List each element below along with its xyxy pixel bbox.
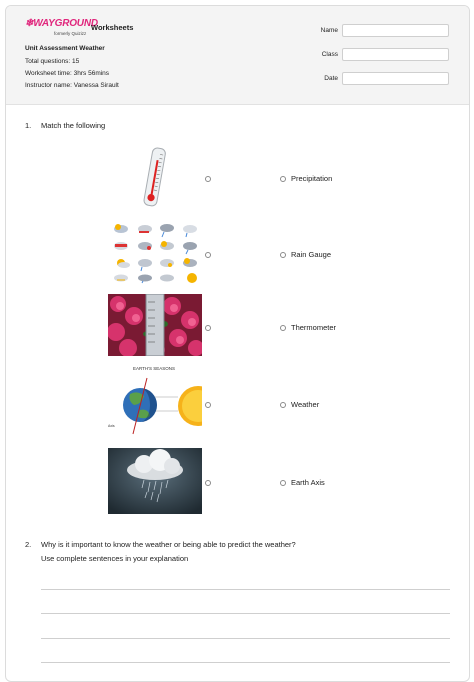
svg-text:Axis: Axis <box>108 424 115 428</box>
logo-tagline: formerly Quizizz <box>54 31 87 36</box>
name-field[interactable] <box>342 24 449 37</box>
worksheet-header <box>6 6 469 105</box>
match-left-2-radio[interactable] <box>205 252 211 258</box>
worksheet-title: Worksheets <box>91 23 134 32</box>
answer-line[interactable] <box>41 613 450 614</box>
match-left-1-radio[interactable] <box>205 176 211 182</box>
answer-line[interactable] <box>41 638 450 639</box>
seasons-caption: EARTH'S SEASONS <box>132 366 176 371</box>
match-right-5-radio[interactable] <box>280 480 286 486</box>
earths-seasons-image <box>106 364 202 440</box>
storm-cloud-image <box>108 448 202 514</box>
answer-option-5: Earth Axis <box>291 478 325 487</box>
match-left-3-radio[interactable] <box>205 325 211 331</box>
match-left-4-radio[interactable] <box>205 402 211 408</box>
thermometer-image <box>137 146 173 210</box>
logo-mark-icon: ❄ <box>25 18 34 29</box>
rain-gauge-image <box>108 294 202 356</box>
answer-option-3: Thermometer <box>291 323 337 332</box>
wayground-logo <box>25 18 98 40</box>
answer-option-1: Precipitation <box>291 174 333 183</box>
match-right-1-radio[interactable] <box>280 176 286 182</box>
answer-option-2: Rain Gauge <box>291 250 332 259</box>
instructor-name: Instructor name: Vanessa Sirault <box>25 82 119 89</box>
weather-icons-image <box>109 220 205 284</box>
date-field[interactable] <box>342 72 449 85</box>
class-label: Class <box>321 51 338 58</box>
logo-wordmark: ❄WAYGROUND <box>25 18 98 29</box>
question-2-instruction: Use complete sentences in your explanation <box>41 554 189 563</box>
class-field[interactable] <box>342 48 449 61</box>
match-right-4-radio[interactable] <box>280 402 286 408</box>
answer-line[interactable] <box>41 662 450 663</box>
answer-line[interactable] <box>41 589 450 590</box>
date-label: Date <box>324 75 338 82</box>
match-right-3-radio[interactable] <box>280 325 286 331</box>
match-left-5-radio[interactable] <box>205 480 211 486</box>
worksheet-time: Worksheet time: 3hrs 56mins <box>25 70 110 77</box>
match-right-2-radio[interactable] <box>280 252 286 258</box>
worksheet-page <box>5 5 470 682</box>
name-label: Name <box>320 27 338 34</box>
answer-option-4: Weather <box>291 400 320 409</box>
question-1-prompt: Match the following <box>41 121 106 130</box>
question-1-number: 1. <box>25 121 32 130</box>
question-2-number: 2. <box>25 540 32 549</box>
total-questions: Total questions: 15 <box>25 58 80 65</box>
question-2-prompt: Why is it important to know the weather or being able to predict the weather? <box>41 540 296 549</box>
assessment-title: Unit Assessment Weather <box>25 45 105 52</box>
